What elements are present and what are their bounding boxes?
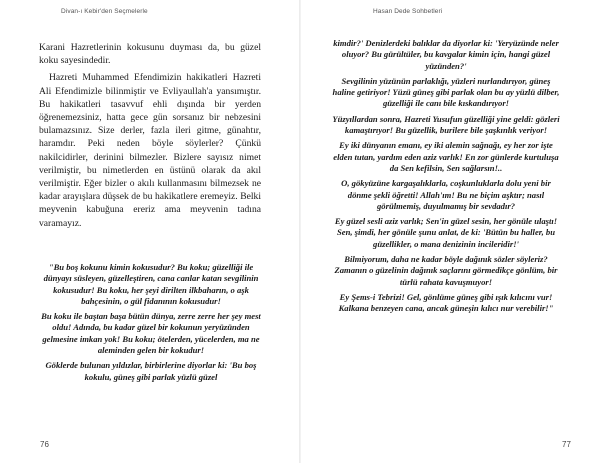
verse-stanza: Yüzyıllardan sonra, Hazreti Yusufun güzelliği yine geldi: gözleri kamaştırıyor! Bu güzellik, burilere bile şaşkınlık veriyor! [332,113,560,136]
right-running-header: Hasan Dede Sohbetleri [373,8,443,15]
verse-stanza: Ey iki dünyanın emanı, ey iki alemin sağnağı, ey her zor işte elden tutan, yardım eden aziz varlık! En zor günlerde kurtuluşa da Sen kefilsin, Sen sağlarsın!.. [333,140,559,173]
right-page [300,0,600,463]
left-page-number: 76 [40,440,49,449]
verse-stanza: kimdir?' Denizlerdeki balıklar da diyorlar ki: 'Yeryüzünde neler oluyor? Bu gürültüler, bu kavgalar kimin için, hangi güzel yüzünden?' [333,38,559,71]
verse-stanza: Bu koku ile baştan başa bütün dünya, zerre zerre her şey mest oldu! Adında, bu kadar güzel bir kokunun yeryüzünden gelmesine imkan yok! Bu koku; ötelerden, yücelerden, ma ne aleminden gelen bir kokudur! [41,311,261,356]
verse-stanza: Göklerde bulunan yıldızlar, birbirlerine diyorlar ki: 'Bu boş kokulu, güneş gibi parlak yüzlü güzel [45,360,257,382]
prose-paragraph: Hazreti Muhammed Efendimizin hakikatleri Hazreti Ali Efendimizle bilinmiştir ve Evliyaullah'a yansımıştır. Bu hakikatleri tasavvuf ehli dışında bir yerden öğrenemezsiniz, hatta gece gün sorsanız bir nebzesini bulamazsınız. Size derler, fazla ileri gitme, günahtır, haramdır. Peki neden böyle söylerler? Çünkü nakilcidirler, derinini bilmezler. Bizlere sayısız nimet verilmiştir, bu nimetlerden en üstünü olarak da akıl verilmiştir. Eğer bizler o akılı kullanmasını bilmezsek ne kadar arayışlara düşsek de bu hakikatlere eremeyiz. Belki meyvenin kabuğuna ereriz ama meyvenin tadına varamayız. [39,72,261,229]
verse-stanza: Sevgilinin yüzünün parlaklığı, yüzleri nurlandırıyor, güneş haline getiriyor! Yüzü güneş gibi parlak olan bu ay yüzlü dilber, güzelliği ile canı bile kıskandırıyor! [332,75,560,109]
verse-stanza: "Bu boş kokunu kimin kokusudur? Bu koku; güzelliği ile dünyayı süsleyen, güzelleştiren, cana canlar katan sevgilinin kokusudur! Bu koku, her şeyi dirilten ilkbaharın, o aşk bahçesinin, o gül fidanının kokusudur! [43,262,259,306]
verse-stanza: Ey Şems-i Tebrizi! Gel, gönlüme güneş gibi ışık kılıcını vur! Kalkana benzeyen cana, ancak güneşin kılıcı nur verebilir!" [338,291,554,314]
prose-paragraph: Karani Hazretlerinin kokusunu duyması da, bu güzel koku sayesindedir. [39,42,261,67]
left-running-header: Divan-ı Kebir'den Seçmelerle [61,8,148,15]
right-verse-block [330,38,562,319]
left-prose-block [39,41,261,230]
verse-stanza: O, gökyüzüne kargaşalıklarla, coşkunluklarla dolu yeni bir dönme şekli öğretti! Allah'ım! Bu ne biçim aşktır; nasıl görülmemiş, duyulmamış bir sevdadır? [341,178,551,211]
verse-stanza: Bilmiyorum, daha ne kadar böyle dağınık sözler söyleriz? Zamanın o güzelinin dağınık saçlarını görmedikçe gönlüm, bir türlü rahata kavuşmuyor! [334,254,558,287]
verse-stanza: Ey güzel sesli aziz varlık; Sen'in güzel sesin, her gönüle ulaştı! Sen, şimdi, her gönüle şunu anlat, de ki: 'Bütün bu haller, bu güzellikler, o mana denizinin incileridir!' [334,216,558,249]
left-verse-block [40,262,262,387]
right-page-number: 77 [562,440,571,449]
